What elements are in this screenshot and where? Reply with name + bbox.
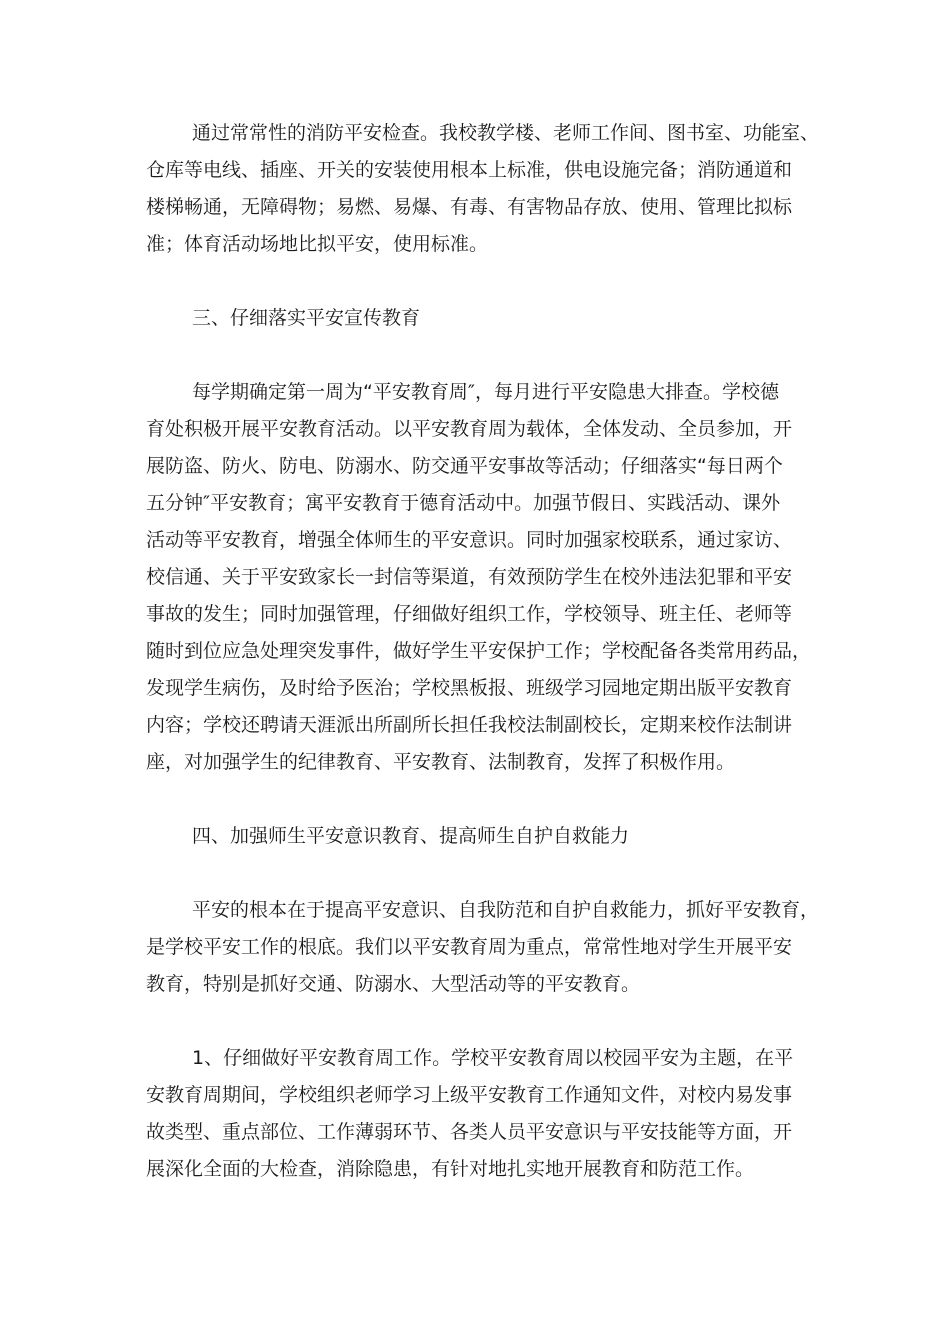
paragraph-line: 每学期确定第一周为“平安教育周″，每月进行平安隐患大排查。学校德: [192, 381, 779, 403]
paragraph-line: 活动等平安教育，增强全体师生的平安意识。同时加强家校联系，通过家访、: [146, 529, 793, 551]
paragraph-line: 安教育周期间，学校组织老师学习上级平安教育工作通知文件，对校内易发事: [146, 1084, 793, 1106]
paragraph-item-1: [146, 1040, 806, 1188]
paragraph-line: 1、仔细做好平安教育周工作。学校平安教育周以校园平安为主题，在平: [192, 1047, 794, 1069]
paragraph-line: 楼梯畅通，无障碍物；易燃、易爆、有毒、有害物品存放、使用、管理比拟标: [146, 196, 793, 218]
paragraph-line: 准；体育活动场地比拟平安，使用标准。: [146, 233, 489, 255]
paragraph-line: 事故的发生；同时加强管理，仔细做好组织工作，学校领导、班主任、老师等: [146, 603, 793, 625]
paragraph-line: 平安的根本在于提高平安意识、自我防范和自护自救能力，抓好平安教育，: [192, 899, 820, 921]
paragraph-fire-safety-inspection: [146, 115, 820, 263]
paragraph-line: 座，对加强学生的纪律教育、平安教育、法制教育，发挥了积极作用。: [146, 751, 736, 773]
paragraph-line: 仓库等电线、插座、开关的安装使用根本上标准，供电设施完备；消防通道和: [146, 159, 793, 181]
section-heading-3: 三、仔细落实平安宣传教育: [192, 307, 421, 329]
paragraph-line: 通过常常性的消防平安检查。我校教学楼、老师工作间、图书室、功能室、: [192, 122, 820, 144]
paragraph-line: 发现学生病伤，及时给予医治；学校黑板报、班级学习园地定期出版平安教育: [146, 677, 793, 699]
paragraph-line: 内容；学校还聘请天涯派出所副所长担任我校法制副校长，定期来校作法制讲: [146, 714, 793, 736]
paragraph-line: 教育，特别是抓好交通、防溺水、大型活动等的平安教育。: [146, 973, 641, 995]
paragraph-line: 五分钟″平安教育；寓平安教育于德育活动中。加强节假日、实践活动、课外: [146, 492, 781, 514]
paragraph-line: 展深化全面的大检查，消除隐患，有针对地扎实地开展教育和防范工作。: [146, 1158, 755, 1180]
section-heading-4: 四、加强师生平安意识教育、提高师生自护自救能力: [192, 825, 630, 847]
paragraph-safety-education-week: [146, 374, 812, 781]
paragraph-safety-awareness: [146, 892, 820, 1003]
paragraph-line: 随时到位应急处理突发事件，做好学生平安保护工作；学校配备各类常用药品，: [146, 640, 812, 662]
paragraph-line: 育处积极开展平安教育活动。以平安教育周为载体，全体发动、全员参加，开: [146, 418, 793, 440]
paragraph-line: 校信通、关于平安致家长一封信等渠道，有效预防学生在校外违法犯罪和平安: [146, 566, 793, 588]
paragraph-line: 展防盗、防火、防电、防溺水、防交通平安事故等活动；仔细落实“每日两个: [146, 455, 783, 477]
document-page: [146, 120, 820, 1188]
paragraph-line: 故类型、重点部位、工作薄弱环节、各类人员平安意识与平安技能等方面，开: [146, 1121, 793, 1143]
paragraph-line: 是学校平安工作的根底。我们以平安教育周为重点，常常性地对学生开展平安: [146, 936, 793, 958]
